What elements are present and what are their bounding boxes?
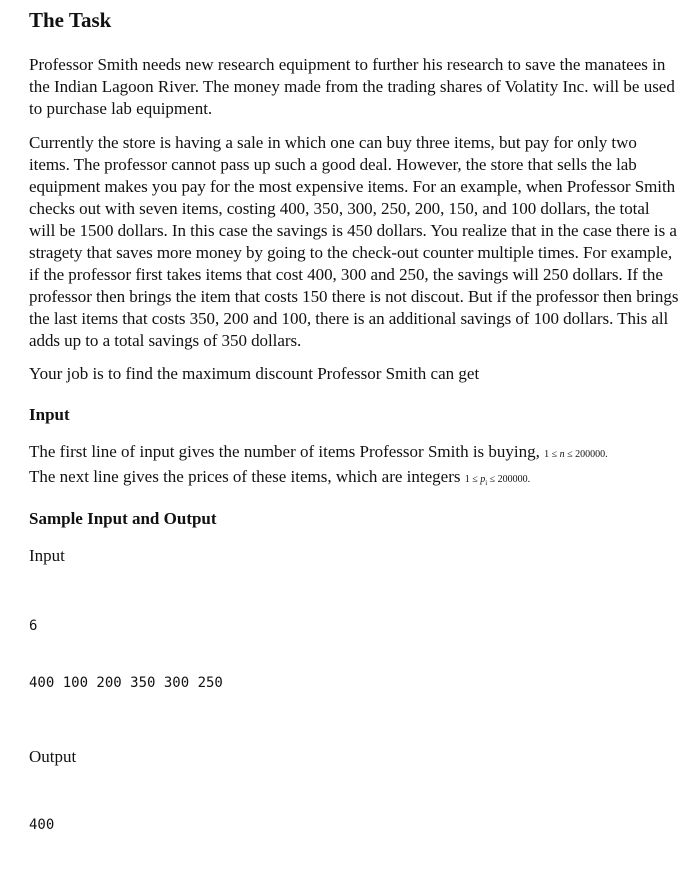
sample-input-label: Input: [29, 546, 65, 565]
page-title: The Task: [29, 8, 112, 32]
input-heading: Input: [29, 405, 70, 424]
sample-output-line: 400: [29, 817, 55, 833]
input-line-1-text: The first line of input gives the number of items Professor Smith is buying,: [29, 442, 540, 461]
sample-input-block: [29, 579, 679, 731]
sample-input-line: 6: [29, 618, 38, 634]
details-paragraph: Currently the store is having a sale in which one can buy three items, but pay for only two items. The professor cannot pass up such a good deal. However, the store that sells the lab equipment makes you pay for the most expensive items. For an example, when Professor Smith checks out with seven items, costing 400, 350, 300, 250, 200, 150, and 100 dollars, the total will be 1500 dollars. In this case the savings is 450 dollars. You realize that in the case there is a stragety that saves more money by going to the check-out counter multiple times. For example, if the professor first takes items that cost 400, 300 and 250, the savings will 250 dollars. If the professor then brings the item that costs 150 there is not discout. But if the professor then brings the last items that costs 350, 200 and 100, there is an additional savings of 100 dollars. This all adds up to a total savings of 350 dollars.: [29, 133, 679, 350]
job-paragraph: Your job is to find the maximum discount Professor Smith can get: [29, 364, 480, 383]
p-constraint: $1 \le p_i \le 200000$.: [464, 474, 531, 487]
input-description: [29, 441, 679, 494]
sample-output-block: [29, 778, 679, 873]
document-page: [29, 6, 679, 873]
sample-heading: Sample Input and Output: [29, 509, 217, 528]
n-constraint: 1 ≤ n ≤ 200000.: [544, 449, 608, 460]
intro-paragraph: Professor Smith needs new research equipment to further his research to save the manatees in the Indian Lagoon River. The money made from the trading shares of Volatity Inc. will be used to purchase lab equipment.: [29, 55, 675, 118]
input-line-2-text: The next line gives the prices of these items, which are integers: [29, 467, 461, 486]
sample-input-line: 400 100 200 350 300 250: [29, 675, 223, 691]
sample-output-label: Output: [29, 747, 77, 766]
